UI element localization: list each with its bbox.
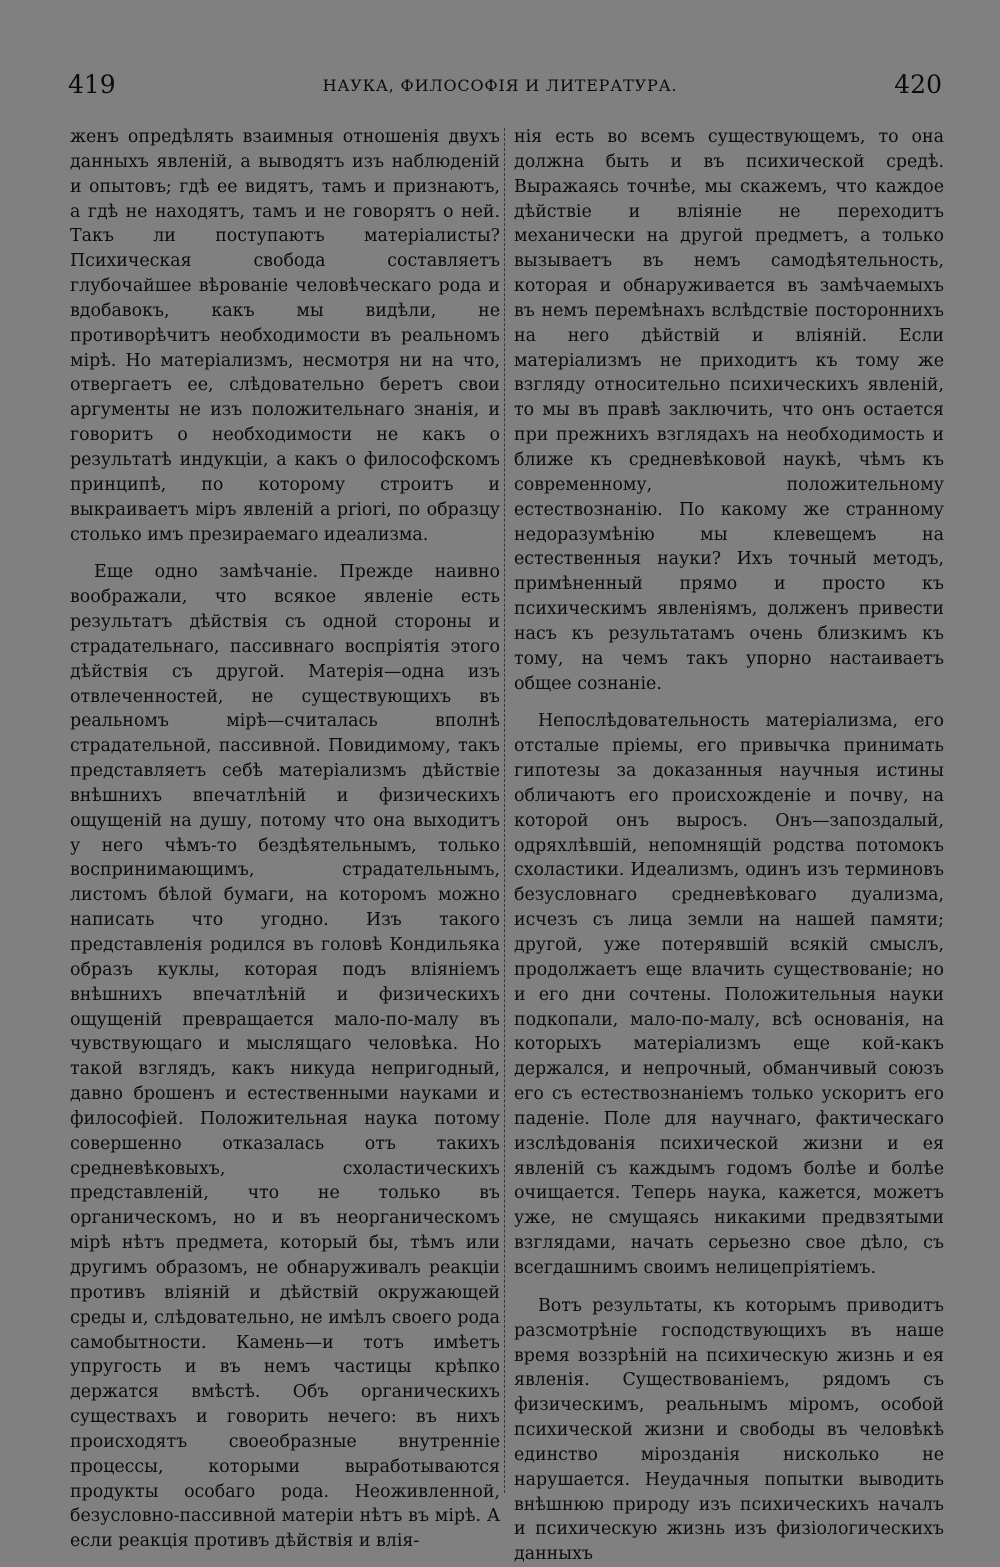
right-column	[514, 125, 944, 1565]
page-number-right: 420	[894, 70, 942, 99]
column-divider	[504, 128, 505, 1493]
paragraph: Непослѣдовательность матеріализма, его отсталые пріемы, его привычка принимать гипотезы за доказанныя научныя истины обличаютъ его происхожденіе и почву, на которой онъ выросъ. Онъ—запоздалый, одряхлѣвшій, непомнящій родства потомокъ схоластики. Идеализмъ, одинъ изъ терминовъ безусловнаго средневѣковаго дуализма, исчезъ съ лица земли на нашей памяти; другой, уже потерявшій всякій смыслъ, продолжаетъ еще влачить существованіе; но и его дни сочтены. Положительныя науки подкопали, мало-по-малу, всѣ основанія, на которыхъ матеріализмъ еще кой-какъ держался, и непрочный, обманчивый союзъ его съ естествознаніемъ только ускоритъ его паденіе. Поле для научнаго, фактическаго изслѣдованія психической жизни и ея явленій съ каждымъ годомъ болѣе и болѣе очищается. Теперь наука, кажется, можетъ уже, не смущаясь никакими предвзятыми взглядами, начать серьезно свое дѣло, съ всегдашнимъ своимъ нелицепріятіемъ.	[514, 711, 944, 1278]
paragraph: Еще одно замѣчаніе. Прежде наивно воображали, что всякое явленіе есть результатъ дѣйствія съ одной стороны и страдательнаго, пассивнаго воспріятія этого дѣйствія съ другой. Матерія—одна изъ отвлеченностей, не существующихъ въ реальномъ мірѣ—считалась вполнѣ страдательной, пассивной. Повидимому, такъ представляетъ себѣ матеріализмъ дѣйствіе внѣшнихъ впечатлѣній и физическихъ ощущеній на душу, потому что она выходитъ у него чѣмъ-то бездѣятельнымъ, только воспринимающимъ, страдательнымъ, листомъ бѣлой бумаги, на которомъ можно написать что угодно. Изъ такого представленія родился въ головѣ Кондильяка образъ куклы, которая подъ вліяніемъ внѣшнихъ впечатлѣній и физическихъ ощущеній превращается мало-по-малу въ чувствующаго и мыслящаго человѣка. Но такой взглядъ, какъ никуда непригодный, давно брошенъ и естественными науками и философіей. Положительная наука потому совершенно отказалась отъ такихъ средневѣковыхъ, схоластическихъ представленій, что не только въ органическомъ, но и въ неорганическомъ мірѣ нѣтъ предмета, который бы, тѣмъ или другимъ образомъ, не обнаруживалъ реакціи противъ вліяній и дѣйствій окружающей среды и, слѣдовательно, не имѣлъ своего рода самобытности. Камень—и тотъ имѣетъ упругость и въ немъ частицы крѣпко держатся вмѣстѣ. Объ органическихъ существахъ и говорить нечего: въ нихъ происходятъ своеобразные внутренніе процессы, которыми выработываются продукты особаго рода. Неоживленной, безусловно-пассивной матеріи нѣтъ въ мірѣ. А если реакція противъ дѣйствія и влія-	[70, 562, 500, 1552]
paragraph: нія есть во всемъ существующемъ, то она должна быть и въ психической средѣ. Выражаясь точнѣе, мы скажемъ, что каждое дѣйствіе и вліяніе не переходитъ механически на другой предметъ, а только вызываетъ въ немъ самодѣятельность, которая и обнаруживается въ замѣчаемыхъ въ немъ перемѣнахъ вслѣдствіе постороннихъ на него дѣйствій и вліяній. Если матеріализмъ не приходитъ къ тому же взгляду относительно психическихъ явленій, то мы въ правѣ заключить, что онъ остается при прежнихъ взглядахъ на необходимость и ближе къ средневѣковой наукѣ, чѣмъ къ современному, положительному естествознанію. По какому же странному недоразумѣнію мы клевещемъ на естественныя науки? Ихъ точный методъ, примѣненный прямо и просто къ психическимъ явленіямъ, долженъ привести насъ къ результатамъ очень близкимъ къ тому, на чемъ такъ упорно настаиваетъ общее сознаніе.	[514, 127, 944, 694]
running-title: НАУКА, ФИЛОСОФІЯ И ЛИТЕРАТУРА.	[322, 76, 678, 95]
paragraph: женъ опредѣлять взаимныя отношенія двухъ данныхъ явленій, а выводятъ изъ наблюденій и опытовъ; гдѣ ее видятъ, тамъ и признаютъ, а гдѣ не находятъ, тамъ и не говорятъ о ней. Такъ ли поступаютъ матеріалисты? Психическая свобода составляетъ глубочайшее вѣрованіе человѣческаго рода и вдобавокъ, какъ мы видѣли, не противорѣчитъ необходимости въ реальномъ мірѣ. Но матеріализмъ, несмотря ни на что, отвергаетъ ее, слѣдовательно беретъ свои аргументы не изъ положительнаго знанія, и говоритъ о необходимости не какъ о результатѣ индукціи, а какъ о философскомъ принципѣ, по которому строитъ и выкраиваетъ міръ явленій a priori, по образцу столько имъ презираемаго идеализма.	[70, 127, 500, 545]
page-number-left: 419	[68, 70, 116, 99]
paragraph: Вотъ результаты, къ которымъ приводитъ разсмотрѣніе господствующихъ въ наше время воззрѣній на психическую жизнь и ея явленія. Существованіемъ, рядомъ съ физическимъ, реальнымъ міромъ, особой психической жизни и свободы въ человѣкѣ единство мірозданія нисколько не нарушается. Неудачныя попытки выводить внѣшнюю природу изъ психическихъ началъ и психическую жизнь изъ физіологическихъ данныхъ	[514, 1295, 944, 1565]
left-column	[70, 125, 500, 1552]
page-header	[0, 70, 1000, 110]
